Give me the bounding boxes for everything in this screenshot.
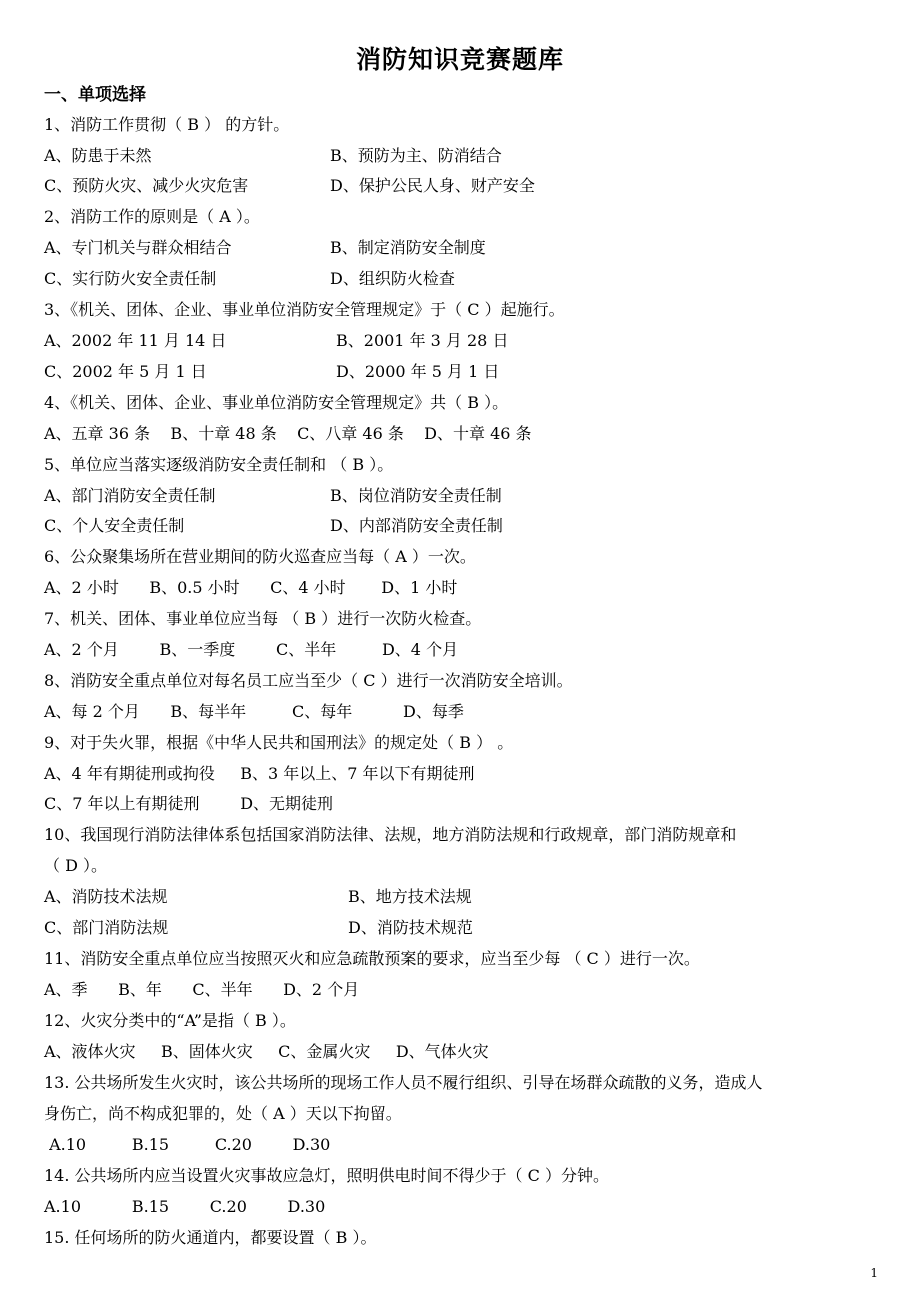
question-10-line1: 10、我国现行消防法律体系包括国家消防法律、法规，地方消防法规和行政规章，部门消防规章和 [44, 825, 737, 844]
q11-options: A、季 B、年 C、半年 D、2 个月 [44, 980, 360, 999]
q3-option-b: B、2001 年 3 月 28 日 [336, 331, 509, 350]
question-13-line1: 13. 公共场所发生火灾时，该公共场所的现场工作人员不履行组织、引导在场群众疏散的义务，造成人 [44, 1073, 763, 1092]
q13-options: A.10 B.15 C.20 D.30 [44, 1135, 331, 1154]
q2-option-c: C、实行防火安全责任制 [44, 269, 217, 288]
q7-options: A、2 个月 B、一季度 C、半年 D、4 个月 [44, 640, 459, 659]
question-14: 14. 公共场所内应当设置火灾事故应急灯，照明供电时间不得少于（ C ）分钟。 [44, 1166, 609, 1185]
q2-option-a: A、专门机关与群众相结合 [44, 238, 232, 257]
question-9: 9、对于失火罪，根据《中华人民共和国刑法》的规定处（ B ） 。 [44, 733, 514, 752]
q1-option-d: D、保护公民人身、财产安全 [330, 176, 535, 195]
q5-option-a: A、部门消防安全责任制 [44, 486, 216, 505]
question-3: 3、《机关、团体、企业、事业单位消防安全管理规定》于（ C ）起施行。 [44, 300, 565, 319]
question-1: 1、消防工作贯彻（ B ） 的方针。 [44, 115, 290, 134]
q5-option-d: D、内部消防安全责任制 [330, 516, 503, 535]
q3-option-c: C、2002 年 5 月 1 日 [44, 362, 207, 381]
question-10-line2: （ D ）。 [44, 856, 108, 875]
q10-option-b: B、地方技术法规 [348, 887, 472, 906]
question-11: 11、消防安全重点单位应当按照灭火和应急疏散预案的要求，应当至少每 （ C ）进行一次。 [44, 949, 700, 968]
q4-options: A、五章 36 条 B、十章 48 条 C、八章 46 条 D、十章 46 条 [44, 424, 532, 443]
q10-option-d: D、消防技术规范 [348, 918, 473, 937]
q9-options-cd: C、7 年以上有期徒刑 D、无期徒刑 [44, 794, 334, 813]
question-6: 6、公众聚集场所在营业期间的防火巡查应当每（ A ）一次。 [44, 547, 476, 566]
question-8: 8、消防安全重点单位对每名员工应当至少（ C ）进行一次消防安全培训。 [44, 671, 573, 690]
q1-option-c: C、预防火灾、减少火灾危害 [44, 176, 249, 195]
section-heading: 一、单项选择 [44, 85, 146, 105]
q1-option-b: B、预防为主、防消结合 [330, 146, 502, 165]
question-5: 5、单位应当落实逐级消防安全责任制和 （ B ）。 [44, 455, 394, 474]
q12-options: A、液体火灾 B、固体火灾 C、金属火灾 D、气体火灾 [44, 1042, 489, 1061]
q9-options-ab: A、4 年有期徒刑或拘役 B、3 年以上、7 年以下有期徒刑 [44, 764, 475, 783]
question-4: 4、《机关、团体、企业、事业单位消防安全管理规定》共（ B ）。 [44, 393, 509, 412]
page-title: 消防知识竞赛题库 [355, 45, 564, 74]
q2-option-d: D、组织防火检查 [330, 269, 455, 288]
q8-options: A、每 2 个月 B、每半年 C、每年 D、每季 [44, 702, 464, 721]
page-number: 1 [870, 1266, 878, 1280]
q2-option-b: B、制定消防安全制度 [330, 238, 486, 257]
question-12: 12、火灾分类中的“A”是指（ B ）。 [44, 1011, 296, 1030]
question-2: 2、消防工作的原则是（ A ）。 [44, 207, 260, 226]
q14-options: A.10 B.15 C.20 D.30 [44, 1197, 326, 1216]
q5-option-c: C、个人安全责任制 [44, 516, 185, 535]
q6-options: A、2 小时 B、0.5 小时 C、4 小时 D、1 小时 [44, 578, 458, 597]
q3-option-a: A、2002 年 11 月 14 日 [44, 331, 227, 350]
question-15: 15. 任何场所的防火通道内，都要设置（ B ）。 [44, 1228, 377, 1247]
q10-option-c: C、部门消防法规 [44, 918, 169, 937]
q10-option-a: A、消防技术法规 [44, 887, 168, 906]
q3-option-d: D、2000 年 5 月 1 日 [336, 362, 500, 381]
q1-option-a: A、防患于未然 [44, 146, 152, 165]
q5-option-b: B、岗位消防安全责任制 [330, 486, 502, 505]
question-7: 7、机关、团体、事业单位应当每 （ B ）进行一次防火检查。 [44, 609, 482, 628]
question-13-line2: 身伤亡，尚不构成犯罪的，处（ A ）天以下拘留。 [44, 1104, 402, 1123]
